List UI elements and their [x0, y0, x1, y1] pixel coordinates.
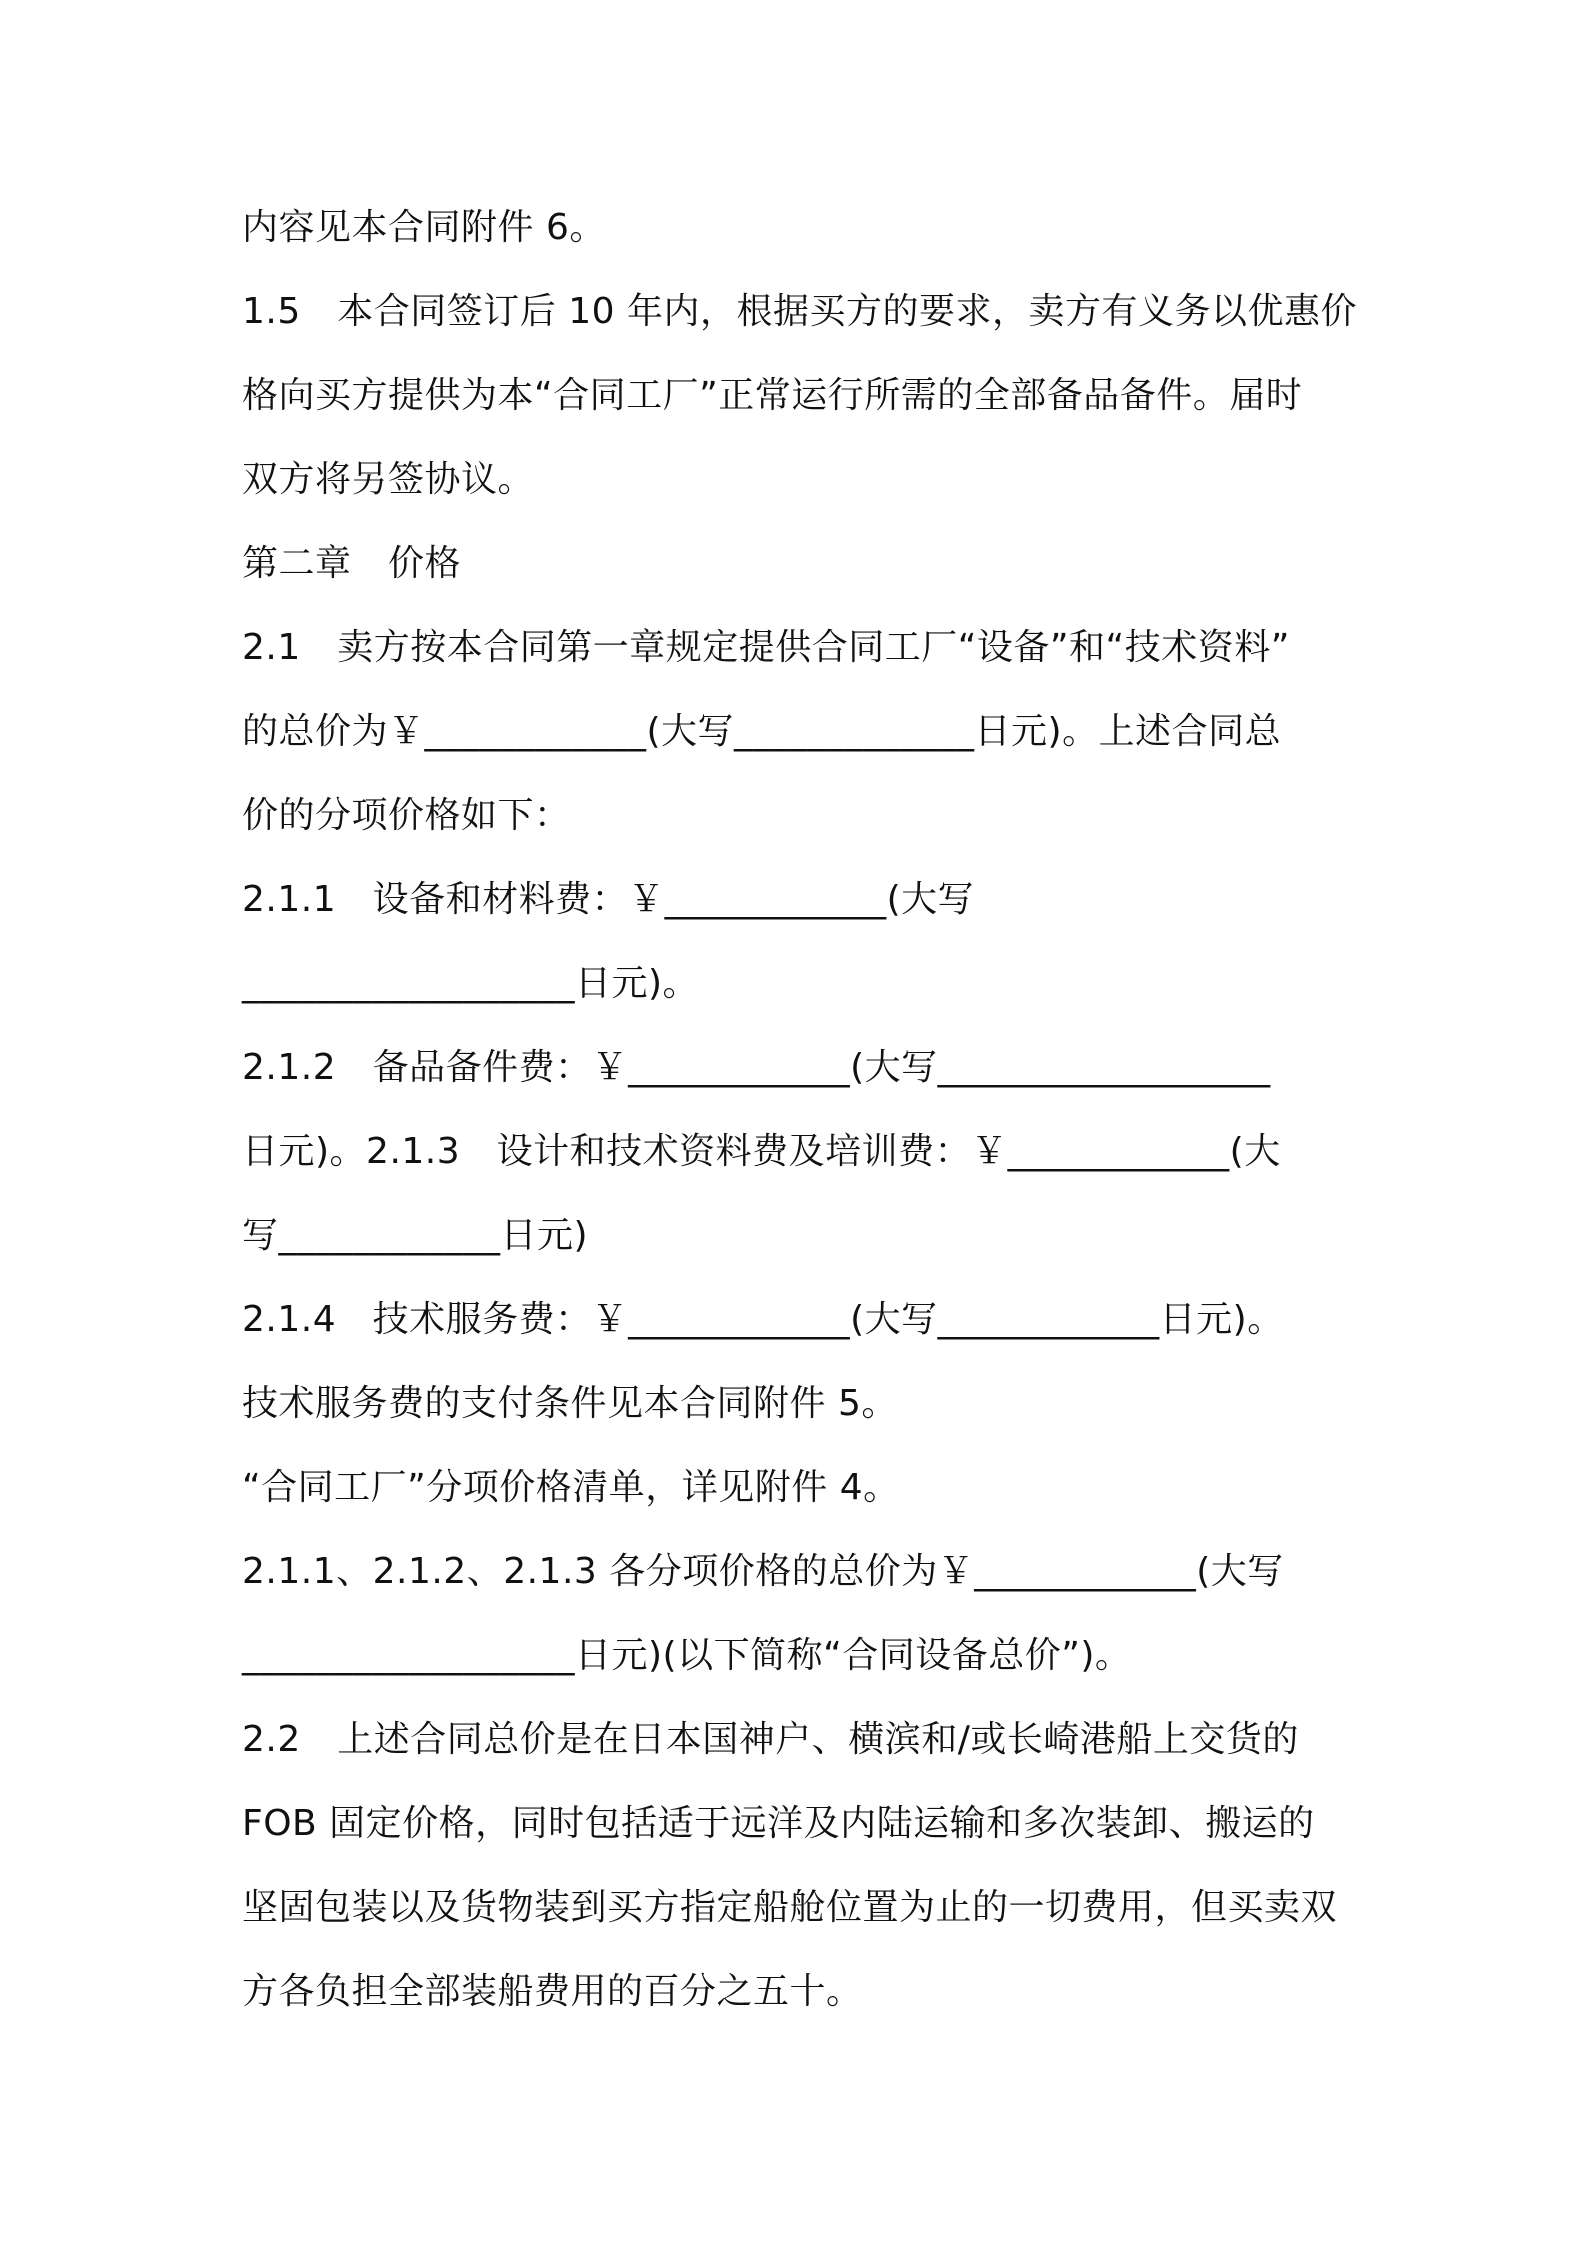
- clause-2-1-line-1: 2.1 卖方按本合同第一章规定提供合同工厂“设备”和“技术资料”: [242, 627, 1290, 668]
- clause-2-1-3-line-2: 写____________日元): [242, 1215, 589, 1256]
- clause-2-1-4-line-2: 技术服务费的支付条件见本合同附件 5。: [242, 1383, 898, 1424]
- clause-2-1-3-line-1: 日元)。2.1.3 设计和技术资料费及培训费：￥____________(大: [242, 1131, 1281, 1172]
- clause-1-5-line-2: 格向买方提供为本“合同工厂”正常运行所需的全部备品备件。届时: [242, 375, 1303, 416]
- clause-2-1-2-line-1: 2.1.2 备品备件费：￥____________(大写__________________: [242, 1047, 1271, 1088]
- clause-1-5-line-3: 双方将另签协议。: [242, 459, 535, 500]
- chapter-2-heading: 第二章 价格: [242, 543, 462, 584]
- clause-2-2-line-4: 方各负担全部装船费用的百分之五十。: [242, 1971, 863, 2012]
- clause-2-1-line-3: 价的分项价格如下：: [242, 795, 571, 836]
- clause-2-1-line-2: 的总价为￥____________(大写_____________日元)。上述合同总: [242, 711, 1282, 752]
- clause-2-1-1-line-1: 2.1.1 设备和材料费：￥____________(大写: [242, 879, 975, 920]
- price-list-note: “合同工厂”分项价格清单，详见附件 4。: [242, 1467, 900, 1508]
- clause-2-2-line-2: FOB 固定价格，同时包括适于远洋及内陆运输和多次装卸、搬运的: [242, 1803, 1315, 1844]
- clause-1-5-line-1: 1.5 本合同签订后 10 年内，根据买方的要求，卖方有义务以优惠价: [242, 291, 1357, 332]
- subtotal-line-1: 2.1.1、2.1.2、2.1.3 各分项价格的总价为￥____________(大写: [242, 1551, 1284, 1592]
- clause-2-1-1-line-2: __________________日元)。: [242, 963, 700, 1004]
- clause-2-2-line-3: 坚固包装以及货物装到买方指定船舱位置为止的一切费用，但买卖双: [242, 1887, 1338, 1928]
- text-line-attachment-6: 内容见本合同附件 6。: [242, 207, 606, 248]
- clause-2-2-line-1: 2.2 上述合同总价是在日本国神户、横滨和/或长崎港船上交货的: [242, 1719, 1299, 1760]
- document-page: [242, 186, 1362, 2034]
- subtotal-line-2: __________________日元)(以下简称“合同设备总价”)。: [242, 1635, 1132, 1676]
- clause-2-1-4-line-1: 2.1.4 技术服务费：￥____________(大写____________日元)。: [242, 1299, 1284, 1340]
